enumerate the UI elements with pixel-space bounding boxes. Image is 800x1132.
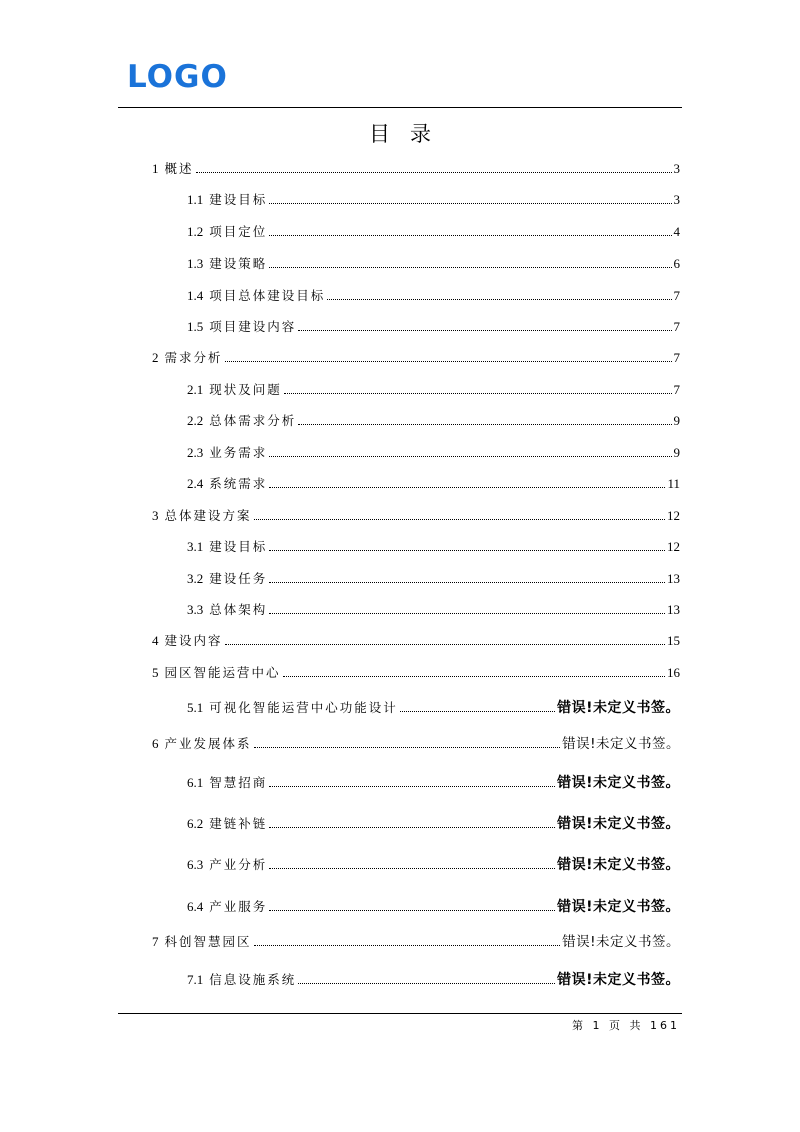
entry-number: 1.3	[187, 256, 204, 271]
toc-entry[interactable]	[187, 315, 680, 335]
entry-label: 项目建设内容	[209, 319, 297, 334]
dot-leader	[269, 267, 671, 268]
entry-page: 9	[673, 445, 680, 460]
toc-title: 目录	[369, 122, 451, 146]
entry-number: 5	[152, 665, 159, 680]
toc-entry[interactable]	[187, 812, 680, 832]
entry-number: 6.3	[187, 857, 204, 872]
toc-entry[interactable]	[187, 252, 680, 272]
dot-leader	[269, 487, 665, 488]
dot-leader	[269, 456, 671, 457]
toc-entry[interactable]	[187, 853, 680, 873]
entry-label: 可视化智能运营中心功能设计	[209, 700, 398, 715]
dot-leader	[225, 361, 672, 362]
entry-label: 建设目标	[209, 539, 268, 554]
toc-entry[interactable]	[187, 598, 680, 618]
entry-label: 需求分析	[164, 350, 223, 365]
entry-page-error: 错误!未定义书签。	[557, 816, 680, 832]
entry-number: 2.4	[187, 476, 204, 491]
entry-label: 信息设施系统	[209, 972, 297, 987]
toc-entry[interactable]	[187, 696, 680, 716]
dot-leader	[269, 550, 665, 551]
entry-page: 11	[667, 476, 680, 491]
entry-label: 项目定位	[209, 224, 268, 239]
dot-leader	[196, 172, 672, 173]
entry-number: 3.2	[187, 571, 204, 586]
entry-page-error: 错误!未定义书签。	[557, 700, 680, 716]
dot-leader	[269, 827, 555, 828]
entry-number: 6.2	[187, 816, 204, 831]
entry-page: 7	[673, 382, 680, 397]
entry-number: 2	[152, 350, 159, 365]
entry-page: 9	[673, 413, 680, 428]
entry-label: 建设目标	[209, 192, 268, 207]
dot-leader	[269, 786, 555, 787]
toc-entry[interactable]	[187, 895, 680, 915]
entry-number: 1.2	[187, 224, 204, 239]
logo: LOGO	[127, 59, 228, 95]
entry-page: 6	[673, 256, 680, 271]
toc-entry[interactable]	[187, 284, 680, 304]
entry-number: 7.1	[187, 972, 204, 987]
entry-label: 项目总体建设目标	[209, 288, 326, 303]
entry-label: 建设任务	[209, 571, 268, 586]
toc-entry[interactable]	[187, 188, 680, 208]
dot-leader	[225, 644, 665, 645]
toc-entry[interactable]	[152, 629, 680, 649]
entry-page-error: 错误!未定义书签。	[557, 857, 680, 873]
toc-entry[interactable]	[187, 535, 680, 555]
entry-page: 15	[667, 633, 680, 648]
entry-number: 1.5	[187, 319, 204, 334]
dot-leader	[269, 235, 671, 236]
toc-entry[interactable]	[152, 157, 680, 177]
toc-entry[interactable]	[187, 771, 680, 791]
entry-label: 总体建设方案	[164, 508, 252, 523]
entry-number: 3.1	[187, 539, 204, 554]
entry-label: 总体架构	[209, 602, 268, 617]
toc-entry[interactable]	[187, 567, 680, 587]
dot-leader	[269, 203, 671, 204]
entry-number: 2.2	[187, 413, 204, 428]
dot-leader	[269, 613, 665, 614]
dot-leader	[327, 299, 671, 300]
dot-leader	[298, 983, 555, 984]
dot-leader	[254, 747, 561, 748]
entry-number: 2.1	[187, 382, 204, 397]
toc-entry[interactable]	[187, 441, 680, 461]
page-footer: 第 1 页 共 161	[572, 1019, 680, 1032]
entry-number: 6	[152, 736, 159, 751]
dot-leader	[283, 676, 665, 677]
entry-page: 12	[667, 508, 680, 523]
toc-entry[interactable]	[187, 378, 680, 398]
toc-entry[interactable]	[187, 968, 680, 988]
dot-leader	[269, 582, 665, 583]
entry-page: 4	[673, 224, 680, 239]
entry-number: 6.1	[187, 775, 204, 790]
entry-label: 智慧招商	[209, 775, 268, 790]
entry-number: 6.4	[187, 899, 204, 914]
entry-number: 1.1	[187, 192, 204, 207]
entry-page: 7	[673, 319, 680, 334]
entry-number: 2.3	[187, 445, 204, 460]
toc-entry[interactable]	[152, 504, 680, 524]
entry-label: 产业服务	[209, 899, 268, 914]
entry-number: 7	[152, 934, 159, 949]
entry-number: 1	[152, 161, 159, 176]
entry-label: 园区智能运营中心	[164, 665, 281, 680]
header-divider	[118, 107, 682, 108]
entry-label: 建设内容	[164, 633, 223, 648]
entry-page-error: 错误!未定义书签。	[557, 972, 680, 988]
entry-page-error: 错误!未定义书签。	[557, 899, 680, 915]
entry-number: 1.4	[187, 288, 204, 303]
entry-label: 总体需求分析	[209, 413, 297, 428]
entry-page-error: 错误!未定义书签。	[562, 736, 680, 752]
entry-page-error: 错误!未定义书签。	[557, 775, 680, 791]
dot-leader	[269, 910, 555, 911]
entry-page-error: 错误!未定义书签。	[562, 934, 680, 950]
entry-label: 建设策略	[209, 256, 268, 271]
dot-leader	[298, 330, 671, 331]
entry-label: 概述	[164, 161, 194, 176]
entry-page: 7	[673, 288, 680, 303]
dot-leader	[284, 393, 672, 394]
toc-entry[interactable]	[187, 220, 680, 240]
entry-label: 科创智慧园区	[164, 934, 252, 949]
entry-label: 产业发展体系	[164, 736, 252, 751]
toc-entry[interactable]	[187, 472, 680, 492]
entry-label: 业务需求	[209, 445, 268, 460]
toc-entry[interactable]	[152, 732, 680, 752]
entry-number: 4	[152, 633, 159, 648]
entry-label: 建链补链	[209, 816, 268, 831]
dot-leader	[298, 424, 671, 425]
dot-leader	[400, 711, 555, 712]
entry-label: 现状及问题	[209, 382, 282, 397]
entry-page: 7	[673, 350, 680, 365]
entry-page: 16	[667, 665, 680, 680]
entry-page: 3	[673, 161, 680, 176]
dot-leader	[254, 945, 561, 946]
dot-leader	[254, 519, 665, 520]
entry-page: 3	[673, 192, 680, 207]
toc-entry[interactable]	[152, 661, 680, 681]
entry-number: 5.1	[187, 700, 204, 715]
entry-number: 3	[152, 508, 159, 523]
toc-entry[interactable]	[152, 346, 680, 366]
dot-leader	[269, 868, 555, 869]
toc-entry[interactable]	[187, 409, 680, 429]
entry-label: 系统需求	[209, 476, 268, 491]
entry-number: 3.3	[187, 602, 204, 617]
entry-page: 12	[667, 539, 680, 554]
entry-page: 13	[667, 602, 680, 617]
footer-divider	[118, 1013, 682, 1014]
toc-entry[interactable]	[152, 930, 680, 950]
entry-page: 13	[667, 571, 680, 586]
entry-label: 产业分析	[209, 857, 268, 872]
